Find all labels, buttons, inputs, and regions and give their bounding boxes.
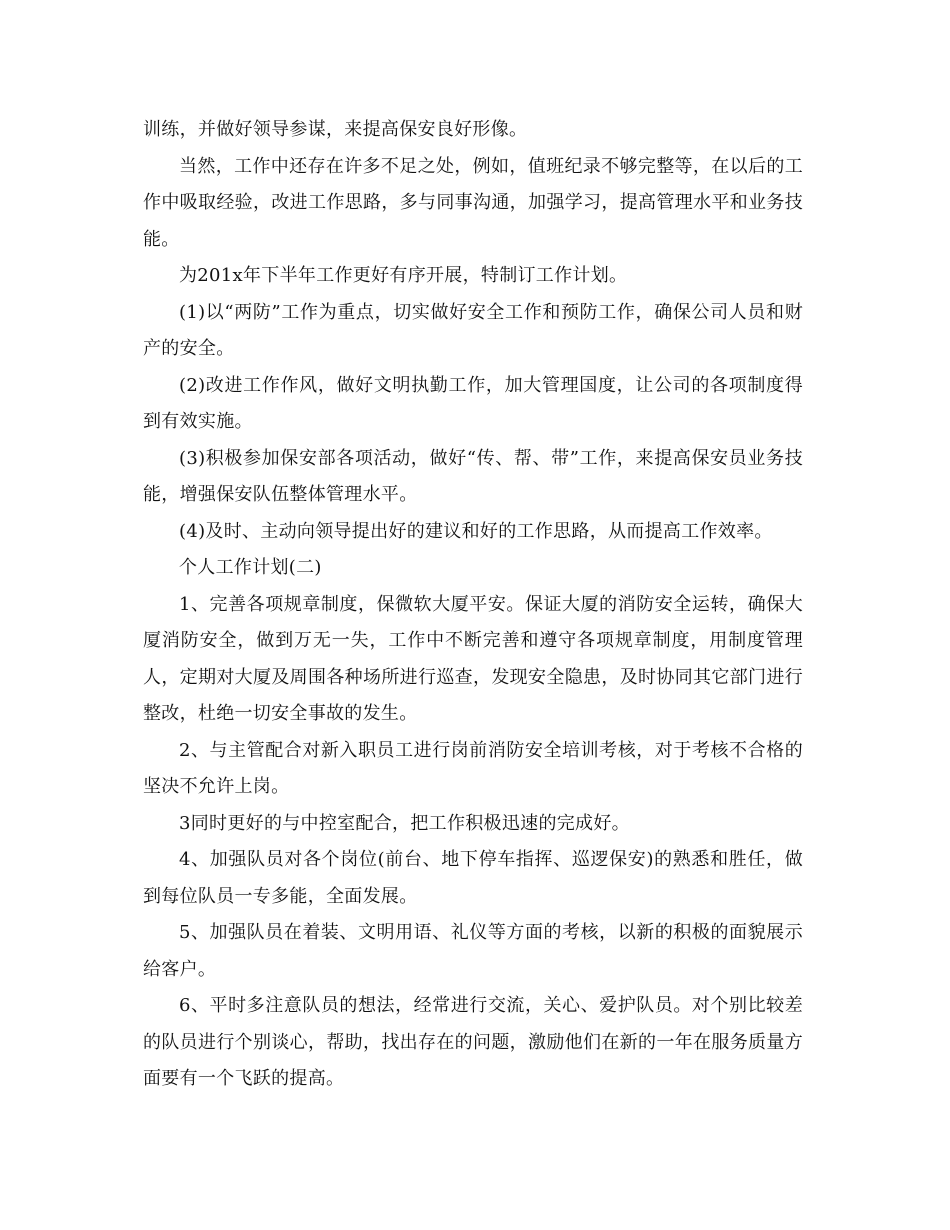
paragraph-6: (3)积极参加保安部各项活动，做好“传、帮、带”工作，来提高保安员业务技能，增强保安队伍整体管理水平。 xyxy=(143,447,803,505)
paragraph-2: 当然，工作中还存在许多不足之处，例如，值班纪录不够完整等，在以后的工作中吸取经验，改进工作思路，多与同事沟通，加强学习，提高管理水平和业务技能。 xyxy=(143,155,803,250)
paragraph-11: 3同时更好的与中控室配合，把工作积极迅速的完成好。 xyxy=(179,812,630,834)
document-body xyxy=(143,112,803,1098)
paragraph-9: 1、完善各项规章制度，保微软大厦平安。保证大厦的消防安全运转，确保大厦消防安全，做到万无一失，工作中不断完善和遵守各项规章制度，用制度管理人，定期对大厦及周围各种场所进行巡查，发现安全隐患，及时协同其它部门进行整改，杜绝一切安全事故的发生。 xyxy=(143,593,803,724)
paragraph-3: 为201x年下半年工作更好有序开展，特制订工作计划。 xyxy=(179,265,628,286)
paragraph-10: 2、与主管配合对新入职员工进行岗前消防安全培训考核，对于考核不合格的坚决不允许上岗。 xyxy=(143,739,803,797)
paragraph-14: 6、平时多注意队员的想法，经常进行交流，关心、爱护队员。对个别比较差的队员进行个别谈心，帮助，找出存在的问题，激励他们在新的一年在服务质量方面要有一个飞跃的提高。 xyxy=(143,995,803,1089)
paragraph-1: 训练，并做好领导参谋，来提高保安良好形像。 xyxy=(143,119,528,140)
section-heading: 个人工作计划(二) xyxy=(179,557,322,578)
paragraph-5: (2)改进工作作风，做好文明执勤工作，加大管理国度，让公司的各项制度得到有效实施。 xyxy=(143,374,803,432)
paragraph-12: 4、加强队员对各个岗位(前台、地下停车指挥、巡逻保安)的熟悉和胜任，做到每位队员一专多能，全面发展。 xyxy=(143,849,803,907)
paragraph-7: (4)及时、主动向领导提出好的建议和好的工作思路，从而提高工作效率。 xyxy=(179,520,773,542)
paragraph-13: 5、加强队员在着装、文明用语、礼仪等方面的考核，以新的积极的面貌展示给客户。 xyxy=(143,922,803,980)
paragraph-4: (1)以“两防”工作为重点，切实做好安全工作和预防工作，确保公司人员和财产的安全。 xyxy=(143,301,803,359)
